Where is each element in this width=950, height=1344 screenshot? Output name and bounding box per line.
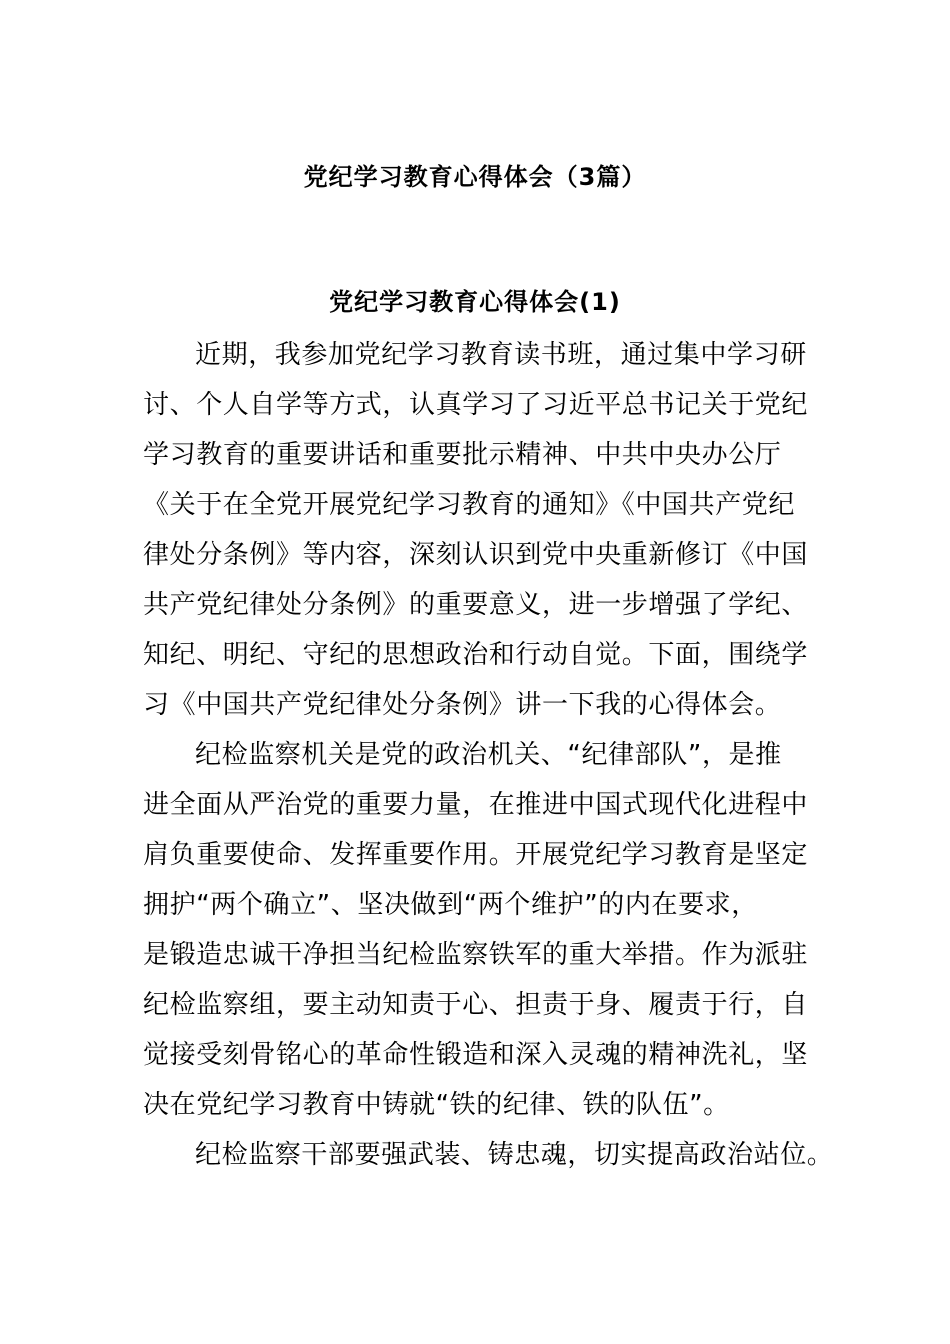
paragraph-2-line-5: 是锻造忠诚干净担当纪检监察铁军的重大举措。作为派驻 xyxy=(143,940,809,970)
section-title: 党纪学习教育心得体会(1) xyxy=(329,288,621,316)
paragraph-2-line-7: 觉接受刻骨铭心的革命性锻造和深入灵魂的精神洗礼，坚 xyxy=(143,1040,809,1070)
paragraph-2-line-8: 决在党纪学习教育中铸就“铁的纪律、铁的队伍”。 xyxy=(143,1090,730,1120)
paragraph-1-line-1: 近期，我参加党纪学习教育读书班，通过集中学习研 xyxy=(195,340,807,370)
paragraph-2-line-4: 拥护“两个确立”、坚决做到“两个维护”的内在要求， xyxy=(143,890,758,920)
paragraph-2-line-6: 纪检监察组，要主动知责于心、担责于身、履责于行，自 xyxy=(143,990,809,1020)
document-title: 党纪学习教育心得体会（3篇） xyxy=(303,163,647,191)
paragraph-1-line-4: 《关于在全党开展党纪学习教育的通知》《中国共产党纪 xyxy=(143,490,796,520)
paragraph-1-line-7: 知纪、明纪、守纪的思想政治和行动自觉。下面，围绕学 xyxy=(143,640,809,670)
paragraph-1-line-6: 共产党纪律处分条例》的重要意义，进一步增强了学纪、 xyxy=(143,590,809,620)
paragraph-1-line-2: 讨、个人自学等方式，认真学习了习近平总书记关于党纪 xyxy=(143,390,809,420)
paragraph-2-line-1: 纪检监察机关是党的政治机关、“纪律部队”，是推 xyxy=(195,740,782,770)
paragraph-3-line-1: 纪检监察干部要强武装、铸忠魂，切实提高政治站位。 xyxy=(195,1140,834,1170)
paragraph-2-line-3: 肩负重要使命、发挥重要作用。开展党纪学习教育是坚定 xyxy=(143,840,809,870)
paragraph-1-line-5: 律处分条例》等内容，深刻认识到党中央重新修订《中国 xyxy=(143,540,809,570)
paragraph-1-line-8: 习《中国共产党纪律处分条例》讲一下我的心得体会。 xyxy=(143,690,782,720)
document-body xyxy=(143,330,833,1180)
paragraph-1-line-3: 学习教育的重要讲话和重要批示精神、中共中央办公厅 xyxy=(143,440,782,470)
paragraph-2-line-2: 进全面从严治党的重要力量，在推进中国式现代化进程中 xyxy=(143,790,809,820)
